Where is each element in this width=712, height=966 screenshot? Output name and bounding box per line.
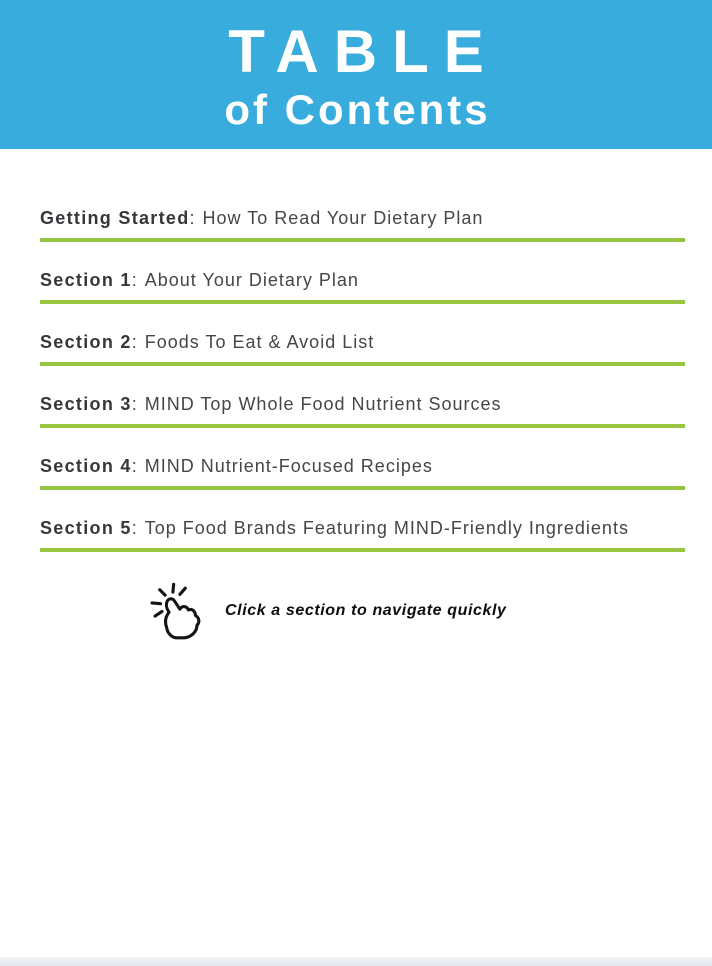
toc-banner [0, 0, 712, 149]
toc-item-section-3[interactable] [40, 394, 685, 428]
toc-item-getting-started[interactable] [40, 208, 685, 242]
toc-item-title: Foods To Eat & Avoid List [144, 332, 375, 352]
toc-item-title: How To Read Your Dietary Plan [202, 208, 484, 228]
toc-item-title: MIND Nutrient-Focused Recipes [144, 456, 433, 476]
navigation-hint [145, 580, 712, 646]
toc-item-separator: : [131, 270, 138, 290]
toc-item-separator: : [131, 394, 138, 414]
toc-item-label: Section 3 [40, 394, 132, 414]
toc-item-label: Section 2 [40, 332, 132, 352]
hint-text: Click a section to navigate quickly [225, 602, 507, 619]
toc-item-title: Top Food Brands Featuring MIND-Friendly Ingredients [144, 518, 629, 538]
tap-click-icon [145, 580, 207, 646]
toc-item-title: MIND Top Whole Food Nutrient Sources [144, 394, 502, 414]
toc-item-section-2[interactable] [40, 332, 685, 366]
page-bottom-edge [0, 957, 712, 966]
toc-item-label: Section 4 [40, 456, 132, 476]
toc-item-label: Section 5 [40, 518, 132, 538]
toc-item-separator: : [131, 456, 138, 476]
toc-item-label: Section 1 [40, 270, 132, 290]
toc-item-section-4[interactable] [40, 456, 685, 490]
toc-list [0, 149, 712, 552]
toc-item-label: Getting Started [40, 208, 190, 228]
toc-item-separator: : [131, 518, 138, 538]
toc-item-section-5[interactable] [40, 518, 685, 552]
page-subtitle: of Contents [224, 86, 491, 133]
toc-item-section-1[interactable] [40, 270, 685, 304]
page-title: TABLE [228, 18, 499, 85]
toc-item-separator: : [189, 208, 196, 228]
toc-item-title: About Your Dietary Plan [144, 270, 359, 290]
toc-item-separator: : [131, 332, 138, 352]
